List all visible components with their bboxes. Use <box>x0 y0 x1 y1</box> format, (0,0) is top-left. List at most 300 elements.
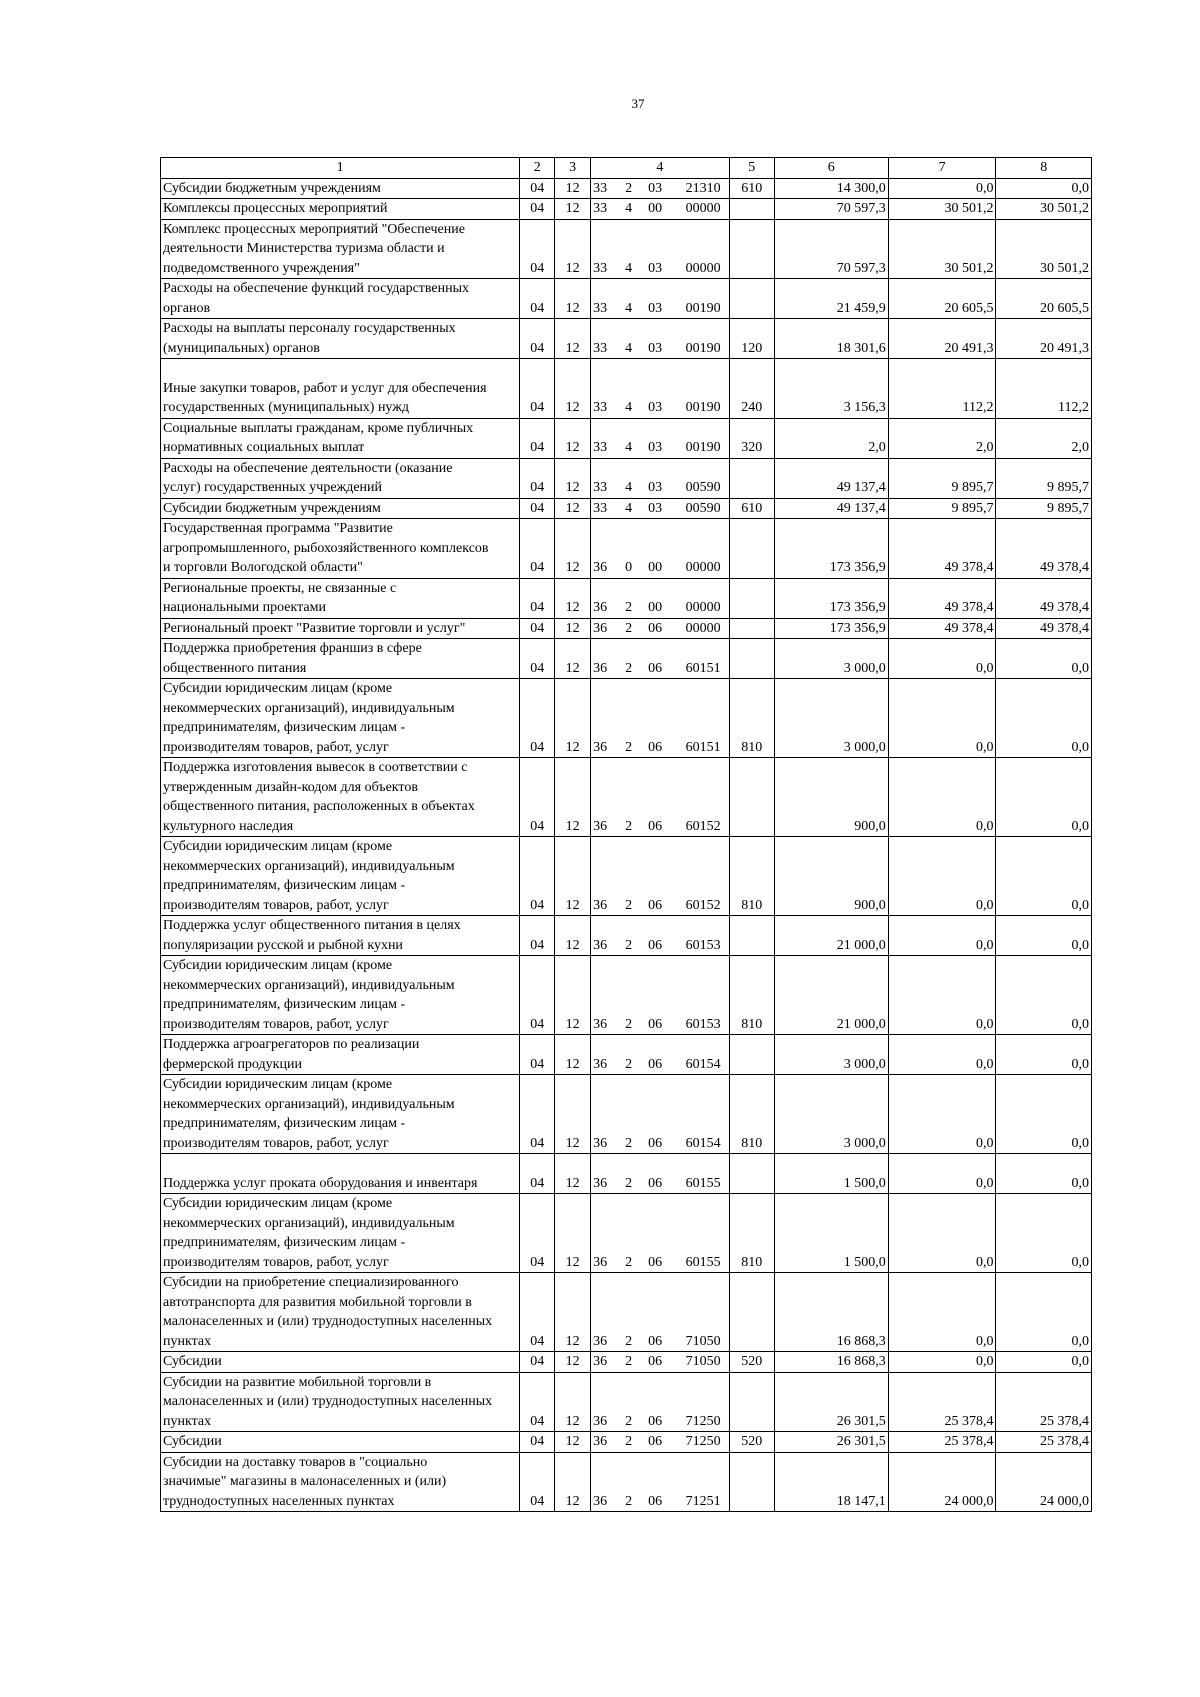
expense-type-cell: 810 <box>729 837 774 916</box>
header-cell: 6 <box>774 158 888 179</box>
target-article-cell <box>591 519 730 579</box>
row-name-line: государственных (муниципальных) нужд <box>163 400 410 415</box>
target-article-part: 06 <box>648 818 663 834</box>
target-article-part: 60152 <box>685 897 721 913</box>
subsection-code-cell: 12 <box>555 219 591 279</box>
row-name-line: органов <box>163 300 211 316</box>
section-code-cell: 04 <box>520 1075 555 1154</box>
expense-type-cell: 520 <box>729 1432 774 1453</box>
amount-2026-cell: 20 491,3 <box>996 319 1092 359</box>
amount-2024-cell: 14 300,0 <box>774 178 888 199</box>
amount-2025-cell: 30 501,2 <box>888 199 996 220</box>
target-article-part: 00000 <box>685 560 721 575</box>
expense-type-cell: 610 <box>729 178 774 199</box>
table-row <box>161 1035 1092 1075</box>
subsection-code-cell: 12 <box>555 359 591 419</box>
row-name-line: Субсидии на доставку товаров в "социально <box>163 1454 428 1470</box>
amount-2026-cell: 0,0 <box>996 956 1092 1035</box>
amount-2026-cell: 25 378,4 <box>996 1372 1092 1432</box>
row-name-line: Комплекс процессных мероприятий "Обеспечение <box>163 221 465 237</box>
target-article-cell <box>591 418 730 458</box>
amount-2025-cell: 0,0 <box>888 1352 996 1373</box>
target-article-part: 60154 <box>685 1056 721 1072</box>
target-article-part: 33 <box>593 300 608 316</box>
amount-2024-cell: 1 500,0 <box>774 1194 888 1273</box>
target-article-part: 4 <box>625 500 633 516</box>
section-code-cell: 04 <box>520 178 555 199</box>
table-row <box>161 359 1092 419</box>
target-article-part: 36 <box>593 600 608 615</box>
amount-2025-cell: 0,0 <box>888 1035 996 1075</box>
target-article-part: 00 <box>648 560 663 575</box>
amount-2024-cell: 3 000,0 <box>774 639 888 679</box>
amount-2025-cell: 0,0 <box>888 758 996 837</box>
expense-type-cell: 810 <box>729 1194 774 1273</box>
target-article-part: 2 <box>625 600 633 615</box>
expense-type-cell <box>729 199 774 220</box>
row-name-line: Поддержка агроагрегаторов по реализации <box>163 1037 420 1052</box>
row-name-cell <box>161 618 520 639</box>
section-code-cell: 04 <box>520 679 555 758</box>
target-article-cell <box>591 1352 730 1373</box>
expense-type-cell <box>729 1452 774 1512</box>
target-article-cell <box>591 679 730 758</box>
row-name-line: Региональные проекты, не связанные с <box>163 580 397 596</box>
amount-2026-cell: 0,0 <box>996 1194 1092 1273</box>
amount-2025-cell: 0,0 <box>888 1194 996 1273</box>
subsection-code-cell: 12 <box>555 1075 591 1154</box>
row-name-line: общественного питания, расположенных в объектах <box>163 799 475 814</box>
row-name-line: Поддержка услуг проката оборудования и инвентаря <box>163 1175 478 1191</box>
target-article-part: 03 <box>648 340 663 356</box>
section-code-cell: 04 <box>520 519 555 579</box>
target-article-part: 2 <box>625 818 633 834</box>
subsection-code-cell: 12 <box>555 1452 591 1512</box>
amount-2026-cell: 0,0 <box>996 758 1092 837</box>
expense-type-cell <box>729 758 774 837</box>
target-article-part: 60153 <box>685 1016 721 1032</box>
target-article-cell <box>591 1452 730 1512</box>
row-name-line: агропромышленного, рыбохозяйственного комплексов <box>163 540 489 556</box>
amount-2024-cell: 16 868,3 <box>774 1273 888 1352</box>
row-name-line: Поддержка услуг общественного питания в целях <box>163 918 461 933</box>
target-article-part: 00190 <box>685 440 721 455</box>
target-article-part: 00190 <box>685 300 721 316</box>
amount-2024-cell: 173 356,9 <box>774 578 888 618</box>
expense-type-cell <box>729 1372 774 1432</box>
target-article-part: 33 <box>593 480 608 495</box>
amount-2024-cell: 173 356,9 <box>774 618 888 639</box>
expense-type-cell <box>729 1273 774 1352</box>
section-code-cell: 04 <box>520 1154 555 1194</box>
expense-type-cell: 810 <box>729 679 774 758</box>
row-name-line: Расходы на выплаты персоналу государственных <box>163 321 456 336</box>
subsection-code-cell: 12 <box>555 519 591 579</box>
table-row <box>161 1372 1092 1432</box>
amount-2025-cell: 25 378,4 <box>888 1372 996 1432</box>
table-row <box>161 178 1092 199</box>
amount-2024-cell: 21 000,0 <box>774 956 888 1035</box>
amount-2026-cell: 20 605,5 <box>996 279 1092 319</box>
amount-2026-cell: 0,0 <box>996 1273 1092 1352</box>
row-name-line: Субсидии юридическим лицам (кроме <box>163 958 393 973</box>
target-article-part: 21310 <box>685 180 721 196</box>
target-article-part: 71250 <box>685 1413 721 1429</box>
target-article-cell <box>591 359 730 419</box>
target-article-part: 06 <box>648 1135 663 1151</box>
table-row <box>161 1452 1092 1512</box>
row-name-cell <box>161 418 520 458</box>
expense-type-cell: 320 <box>729 418 774 458</box>
amount-2026-cell: 30 501,2 <box>996 219 1092 279</box>
table-row <box>161 519 1092 579</box>
target-article-part: 2 <box>625 1016 633 1032</box>
target-article-cell <box>591 639 730 679</box>
row-name-line: некоммерческих организаций), индивидуальным <box>163 977 455 993</box>
amount-2024-cell: 49 137,4 <box>774 458 888 498</box>
expense-type-cell: 810 <box>729 956 774 1035</box>
target-article-part: 06 <box>648 1254 663 1270</box>
table-row <box>161 1273 1092 1352</box>
target-article-part: 36 <box>593 1434 608 1449</box>
target-article-part: 36 <box>593 1333 608 1349</box>
amount-2025-cell: 112,2 <box>888 359 996 419</box>
row-name-line: популяризации русской и рыбной кухни <box>163 937 403 953</box>
row-name-cell <box>161 178 520 199</box>
subsection-code-cell: 12 <box>555 498 591 519</box>
target-article-part: 0 <box>625 560 633 575</box>
header-cell: 3 <box>555 158 591 179</box>
section-code-cell: 04 <box>520 199 555 220</box>
target-article-part: 2 <box>625 180 633 196</box>
row-name-line: пунктах <box>163 1413 212 1429</box>
target-article-part: 36 <box>593 1016 608 1032</box>
target-article-part: 06 <box>648 897 663 913</box>
table-row <box>161 199 1092 220</box>
section-code-cell: 04 <box>520 758 555 837</box>
row-name-line <box>163 1154 517 1174</box>
subsection-code-cell: 12 <box>555 1035 591 1075</box>
row-name-line: производителям товаров, работ, услуг <box>163 1254 389 1270</box>
subsection-code-cell: 12 <box>555 319 591 359</box>
target-article-part: 33 <box>593 260 608 276</box>
target-article-part: 00000 <box>685 600 721 615</box>
row-name-line <box>163 359 517 379</box>
target-article-part: 36 <box>593 1056 608 1072</box>
target-article-part: 03 <box>648 180 663 196</box>
table-row <box>161 319 1092 359</box>
target-article-part: 4 <box>625 340 633 356</box>
section-code-cell: 04 <box>520 359 555 419</box>
amount-2026-cell: 49 378,4 <box>996 578 1092 618</box>
target-article-part: 71250 <box>685 1434 721 1449</box>
subsection-code-cell: 12 <box>555 418 591 458</box>
row-name-cell <box>161 1075 520 1154</box>
target-article-part: 36 <box>593 560 608 575</box>
amount-2025-cell: 49 378,4 <box>888 519 996 579</box>
target-article-part: 71050 <box>685 1354 721 1369</box>
amount-2024-cell: 2,0 <box>774 418 888 458</box>
expense-type-cell <box>729 578 774 618</box>
amount-2025-cell: 0,0 <box>888 679 996 758</box>
row-name-line: Субсидии на развитие мобильной торговли в <box>163 1374 432 1390</box>
amount-2024-cell: 70 597,3 <box>774 219 888 279</box>
target-article-cell <box>591 758 730 837</box>
table-row <box>161 679 1092 758</box>
target-article-part: 36 <box>593 1135 608 1151</box>
row-name-line: некоммерческих организаций), индивидуальным <box>163 700 455 716</box>
row-name-line: культурного наследия <box>163 818 294 834</box>
row-name-cell <box>161 1194 520 1273</box>
target-article-part: 00590 <box>685 500 721 516</box>
section-code-cell: 04 <box>520 916 555 956</box>
target-article-part: 36 <box>593 620 608 636</box>
subsection-code-cell: 12 <box>555 837 591 916</box>
row-name-line: услуг) государственных учреждений <box>163 480 383 495</box>
target-article-part: 2 <box>625 897 633 913</box>
section-code-cell: 04 <box>520 956 555 1035</box>
row-name-line: производителям товаров, работ, услуг <box>163 739 389 755</box>
target-article-part: 60153 <box>685 937 721 953</box>
expense-type-cell <box>729 639 774 679</box>
subsection-code-cell: 12 <box>555 679 591 758</box>
section-code-cell: 04 <box>520 498 555 519</box>
target-article-part: 2 <box>625 739 633 755</box>
row-name-line: фермерской продукции <box>163 1056 302 1072</box>
header-cell: 8 <box>996 158 1092 179</box>
table-row <box>161 758 1092 837</box>
page-number: 37 <box>631 96 645 111</box>
target-article-part: 2 <box>625 1056 633 1072</box>
expense-type-cell: 610 <box>729 498 774 519</box>
row-name-cell <box>161 498 520 519</box>
row-name-line: предпринимателям, физическим лицам - <box>163 1235 406 1250</box>
target-article-part: 60154 <box>685 1135 721 1151</box>
target-article-cell <box>591 837 730 916</box>
amount-2024-cell: 16 868,3 <box>774 1352 888 1373</box>
target-article-part: 00000 <box>685 201 721 216</box>
row-name-line: автотранспорта для развития мобильной торговли в <box>163 1294 472 1310</box>
target-article-part: 4 <box>625 440 633 455</box>
header-cell: 4 <box>591 158 730 179</box>
target-article-part: 36 <box>593 739 608 755</box>
row-name-cell <box>161 219 520 279</box>
target-article-part: 03 <box>648 500 663 516</box>
section-code-cell: 04 <box>520 1432 555 1453</box>
table-row <box>161 618 1092 639</box>
table-row <box>161 458 1092 498</box>
row-name-line: Субсидии юридическим лицам (кроме <box>163 1077 393 1092</box>
amount-2024-cell: 21 459,9 <box>774 279 888 319</box>
amount-2024-cell: 70 597,3 <box>774 199 888 220</box>
row-name-line: национальными проектами <box>163 600 326 615</box>
row-name-line: Субсидии юридическим лицам (кроме <box>163 681 393 696</box>
row-name-line: Иные закупки товаров, работ и услуг для обеспечения <box>163 380 487 396</box>
target-article-part: 4 <box>625 201 633 216</box>
amount-2024-cell: 3 000,0 <box>774 1075 888 1154</box>
row-name-line: производителям товаров, работ, услуг <box>163 1016 389 1032</box>
amount-2025-cell: 2,0 <box>888 418 996 458</box>
row-name-line: производителям товаров, работ, услуг <box>163 897 389 913</box>
amount-2025-cell: 49 378,4 <box>888 578 996 618</box>
amount-2026-cell: 49 378,4 <box>996 519 1092 579</box>
expense-type-cell <box>729 219 774 279</box>
target-article-part: 06 <box>648 620 663 636</box>
target-article-part: 33 <box>593 440 608 455</box>
row-name-line: малонаселенных и (или) труднодоступных населенных <box>163 1314 493 1329</box>
row-name-line: предпринимателям, физическим лицам - <box>163 720 406 735</box>
expense-type-cell <box>729 458 774 498</box>
amount-2024-cell: 26 301,5 <box>774 1372 888 1432</box>
amount-2026-cell: 0,0 <box>996 1352 1092 1373</box>
subsection-code-cell: 12 <box>555 178 591 199</box>
row-name-cell <box>161 1154 520 1194</box>
target-article-cell <box>591 1372 730 1432</box>
target-article-cell <box>591 618 730 639</box>
row-name-cell <box>161 758 520 837</box>
target-article-part: 06 <box>648 1056 663 1072</box>
amount-2026-cell: 112,2 <box>996 359 1092 419</box>
target-article-part: 06 <box>648 1333 663 1349</box>
target-article-cell <box>591 199 730 220</box>
row-name-cell <box>161 458 520 498</box>
target-article-cell <box>591 1035 730 1075</box>
amount-2026-cell: 9 895,7 <box>996 458 1092 498</box>
target-article-part: 03 <box>648 440 663 455</box>
amount-2026-cell: 30 501,2 <box>996 199 1092 220</box>
target-article-part: 2 <box>625 1354 633 1369</box>
section-code-cell: 04 <box>520 219 555 279</box>
target-article-cell <box>591 279 730 319</box>
row-name-line: производителям товаров, работ, услуг <box>163 1135 389 1151</box>
amount-2025-cell: 9 895,7 <box>888 498 996 519</box>
row-name-cell <box>161 1035 520 1075</box>
target-article-part: 4 <box>625 480 633 495</box>
target-article-part: 06 <box>648 1354 663 1369</box>
target-article-part: 36 <box>593 897 608 913</box>
subsection-code-cell: 12 <box>555 279 591 319</box>
amount-2024-cell: 18 301,6 <box>774 319 888 359</box>
target-article-cell <box>591 956 730 1035</box>
target-article-part: 00190 <box>685 400 721 415</box>
table-row <box>161 219 1092 279</box>
target-article-part: 06 <box>648 660 663 676</box>
row-name-cell <box>161 1372 520 1432</box>
row-name-line: Субсидии <box>163 1434 222 1449</box>
target-article-part: 60152 <box>685 818 721 834</box>
table-row <box>161 279 1092 319</box>
section-code-cell: 04 <box>520 618 555 639</box>
row-name-line: значимые" магазины в малонаселенных и (или) <box>163 1474 447 1489</box>
target-article-part: 71251 <box>685 1493 721 1509</box>
row-name-cell <box>161 916 520 956</box>
target-article-part: 03 <box>648 300 663 316</box>
expense-type-cell: 810 <box>729 1075 774 1154</box>
amount-2026-cell: 0,0 <box>996 178 1092 199</box>
subsection-code-cell: 12 <box>555 956 591 1035</box>
target-article-part: 2 <box>625 660 633 676</box>
target-article-part: 71050 <box>685 1333 721 1349</box>
row-name-line: некоммерческих организаций), индивидуальным <box>163 1215 455 1231</box>
amount-2025-cell: 9 895,7 <box>888 458 996 498</box>
expense-type-cell <box>729 519 774 579</box>
amount-2025-cell: 24 000,0 <box>888 1452 996 1512</box>
header-cell: 5 <box>729 158 774 179</box>
row-name-cell <box>161 578 520 618</box>
row-name-line: предпринимателям, физическим лицам - <box>163 1116 406 1131</box>
target-article-part: 36 <box>593 937 608 953</box>
table-row <box>161 578 1092 618</box>
row-name-line: труднодоступных населенных пунктах <box>163 1493 395 1509</box>
row-name-line: малонаселенных и (или) труднодоступных населенных <box>163 1394 493 1409</box>
row-name-cell <box>161 519 520 579</box>
target-article-part: 00000 <box>685 620 721 636</box>
target-article-part: 36 <box>593 660 608 676</box>
section-code-cell: 04 <box>520 1194 555 1273</box>
amount-2026-cell: 0,0 <box>996 679 1092 758</box>
section-code-cell: 04 <box>520 837 555 916</box>
amount-2024-cell: 3 000,0 <box>774 1035 888 1075</box>
target-article-cell <box>591 1194 730 1273</box>
target-article-part: 2 <box>625 1413 633 1429</box>
row-name-cell <box>161 956 520 1035</box>
table-row <box>161 1075 1092 1154</box>
row-name-line: Расходы на обеспечение деятельности (оказание <box>163 460 453 476</box>
target-article-part: 33 <box>593 500 608 516</box>
target-article-part: 00590 <box>685 480 721 495</box>
amount-2025-cell: 0,0 <box>888 639 996 679</box>
target-article-cell <box>591 178 730 199</box>
row-name-line: (муниципальных) органов <box>163 340 320 356</box>
amount-2024-cell: 21 000,0 <box>774 916 888 956</box>
expense-type-cell <box>729 916 774 956</box>
subsection-code-cell: 12 <box>555 1273 591 1352</box>
section-code-cell: 04 <box>520 458 555 498</box>
target-article-part: 00190 <box>685 340 721 356</box>
header-cell: 7 <box>888 158 996 179</box>
target-article-cell <box>591 498 730 519</box>
target-article-part: 03 <box>648 260 663 276</box>
target-article-part: 06 <box>648 1434 663 1449</box>
section-code-cell: 04 <box>520 1452 555 1512</box>
target-article-cell <box>591 578 730 618</box>
target-article-part: 00000 <box>685 260 721 276</box>
row-name-line: нормативных социальных выплат <box>163 440 365 455</box>
row-name-line: некоммерческих организаций), индивидуальным <box>163 1096 455 1112</box>
expense-type-cell <box>729 1035 774 1075</box>
row-name-cell <box>161 679 520 758</box>
target-article-part: 2 <box>625 1175 633 1191</box>
section-code-cell: 04 <box>520 1372 555 1432</box>
target-article-part: 2 <box>625 937 633 953</box>
row-name-line: общественного питания <box>163 660 307 676</box>
amount-2026-cell: 2,0 <box>996 418 1092 458</box>
amount-2024-cell: 26 301,5 <box>774 1432 888 1453</box>
target-article-part: 06 <box>648 1413 663 1429</box>
table-header-row <box>161 158 1092 179</box>
row-name-line: Социальные выплаты гражданам, кроме публичных <box>163 420 474 436</box>
amount-2026-cell: 0,0 <box>996 1154 1092 1194</box>
amount-2025-cell: 49 378,4 <box>888 618 996 639</box>
header-cell: 1 <box>161 158 520 179</box>
target-article-part: 60155 <box>685 1175 721 1191</box>
target-article-part: 4 <box>625 300 633 316</box>
amount-2026-cell: 9 895,7 <box>996 498 1092 519</box>
amount-2026-cell: 24 000,0 <box>996 1452 1092 1512</box>
target-article-part: 33 <box>593 201 608 216</box>
subsection-code-cell: 12 <box>555 758 591 837</box>
row-name-cell <box>161 319 520 359</box>
